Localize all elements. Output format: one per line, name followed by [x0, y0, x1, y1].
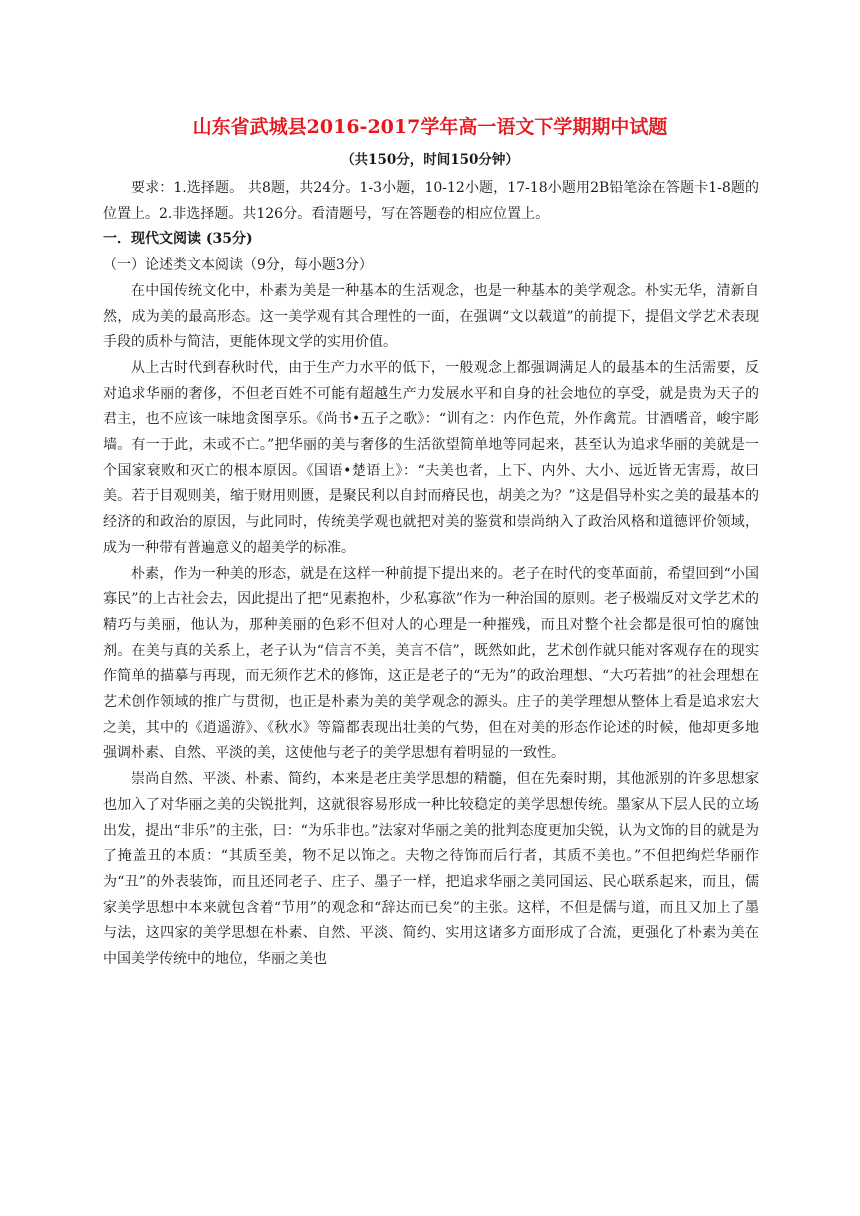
paragraph: 朴素，作为一种美的形态，就是在这样一种前提下提出来的。老子在时代的变革面前，希望回到“小国寡民”的上古社会去，因此提出了把“见素抱朴，少私寡欲”作为一种治国的原则。老子极端反对文学艺术的精巧与美丽，他认为，那种美丽的色彩不但对人的心理是一种摧残，而且对整个社会都是很可怕的腐蚀剂。在美与真的关系上，老子认为“信言不美，美言不信”，既然如此，艺术创作就只能对客观存在的现实作简单的描摹与再现，而无须作艺术的修饰，这正是老子的“无为”的政治理想、“大巧若拙”的社会理想在艺术创作领域的推广与贯彻，也正是朴素为美的美学观念的源头。庄子的美学理想从整体上看是追求宏大之美，其中的《逍遥游》、《秋水》等篇都表现出壮美的气势，但在对美的形态作论述的时候，他却更多地强调朴素、自然、平淡的美，这使他与老子的美学思想有着明显的一致性。 [103, 565, 759, 762]
section-heading: 一．现代文阅读 (35分) [103, 231, 253, 248]
document-subtitle: （共150分，时间150分钟） [341, 152, 519, 168]
paragraph: 崇尚自然、平淡、朴素、简约，本来是老庄美学思想的精髓，但在先秦时期，其他派别的许多思想家也加入了对华丽之美的尖锐批判，这就很容易形成一种比较稳定的美学思想传统。墨家从下层人民的立场出发，提出“非乐”的主张，曰：“为乐非也。”法家对华丽之美的批判态度更加尖锐，认为文饰的目的就是为了掩盖丑的本质：“其质至美，物不足以饰之。夫物之待饰而后行者，其质不美也。”不但把绚烂华丽作为“丑”的外表装饰，而且还同老子、庄子、墨子一样，把追求华丽之美同国运、民心联系起来，而且，儒家美学思想中本来就包含着“节用”的观念和“辞达而已矣”的主张。这样，不但是儒与道，而且又加上了墨与法，这四家的美学思想在朴素、自然、平淡、简约、实用这诸多方面形成了合流，更强化了朴素为美在中国美学传统中的地位，华丽之美也 [103, 771, 759, 968]
requirements-text: 要求：1.选择题。 共8题，共24分。1-3小题，10-12小题，17-18小题用2B铅笔涂在答题卡1-8题的位置上。2.非选择题。共126分。看清题号，写在答题卷的相应位置上。 [103, 180, 759, 222]
paragraph: 在中国传统文化中，朴素为美是一种基本的生活观念，也是一种基本的美学观念。朴实无华，清新自然，成为美的最高形态。这一美学观有其合理性的一面，在强调“文以载道”的前提下，提倡文学艺术表现手段的质朴与简洁，更能体现文学的实用价值。 [103, 282, 759, 351]
paragraph: 从上古时代到春秋时代，由于生产力水平的低下，一般观念上都强调满足人的最基本的生活需要，反对追求华丽的奢侈，不但老百姓不可能有超越生产力发展水平和自身的社会地位的享受，就是贵为天子的君主，也不应该一味地贪图享乐。《尚书•五子之歌》：“训有之：内作色荒，外作禽荒。甘酒嗜音，峻宇彫墙。有一于此，未或不亡。”把华丽的美与奢侈的生活欲望简单地等同起来，甚至认为追求华丽的美就是一个国家衰败和灭亡的根本原因。《国语•楚语上》：“夫美也者，上下、内外、大小、远近皆无害焉，故曰美。若于目观则美，缩于财用则匮，是聚民利以自封而瘠民也，胡美之为？”这是倡导朴实之美的最基本的经济的和政治的原因，与此同时，传统美学观也就把对美的鉴赏和崇尚纳入了政治风格和道德评价领域，成为一种带有普遍意义的超美学的标准。 [103, 359, 759, 556]
document-body [103, 176, 759, 973]
document-title: 山东省武城县2016-2017学年高一语文下学期期中试题 [192, 116, 668, 138]
subsection-heading: （一）论述类文本阅读（9分，每小题3分） [103, 257, 373, 274]
